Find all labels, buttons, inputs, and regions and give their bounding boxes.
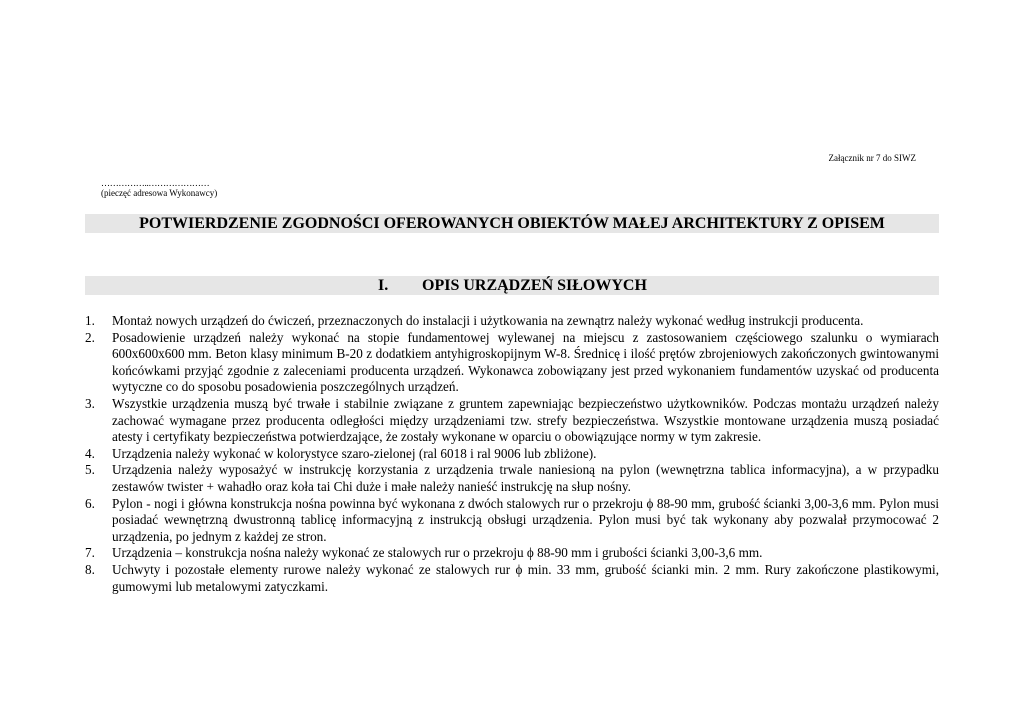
requirement-text: Pylon - nogi i główna konstrukcja nośna powinna być wykonana z dwóch stalowych rur o przekroju ϕ 88-90 mm, grubość ścianki 3,00-3,6 mm. Pylon musi posiadać wewnętrzną dwustronną tablicę informacyjną z instrukcją obsługi urządzenia. Pylon musi być tak wykonany aby pozwalał przymocować 2 urządzenia, po jednym z każdej ze stron. xyxy=(112,495,939,544)
requirement-item xyxy=(85,330,939,396)
requirement-item xyxy=(85,562,939,595)
requirement-item xyxy=(85,462,939,495)
stamp-caption: (pieczęć adresowa Wykonawcy) xyxy=(101,188,218,198)
requirement-item xyxy=(85,313,939,330)
requirement-text: Urządzenia należy wykonać w kolorystyce szaro-zielonej (ral 6018 i ral 9006 lub zbliżone). xyxy=(112,445,597,461)
requirement-number: 4. xyxy=(85,445,95,461)
stamp-placeholder-dots: ……………..………………… xyxy=(101,178,210,188)
requirements-list xyxy=(85,313,939,595)
requirement-text: Uchwyty i pozostałe elementy rurowe należy wykonać ze stalowych rur ϕ min. 33 mm, grubość ścianki min. 2 mm. Rury zakończone plastikowymi, gumowymi lub metalowymi zatyczkami. xyxy=(112,561,939,594)
requirement-number: 2. xyxy=(85,329,95,345)
requirement-text: Urządzenia – konstrukcja nośna należy wykonać ze stalowych rur o przekroju ϕ 88-90 mm i grubości ścianki 3,00-3,6 mm. xyxy=(112,545,763,561)
requirement-item xyxy=(85,545,939,562)
document-title: POTWIERDZENIE ZGODNOŚCI OFEROWANYCH OBIEKTÓW MAŁEJ ARCHITEKTURY Z OPISEM xyxy=(85,214,939,233)
requirement-number: 5. xyxy=(85,462,95,478)
requirement-number: 3. xyxy=(85,395,95,411)
requirement-number: 1. xyxy=(85,313,95,328)
requirement-item xyxy=(85,446,939,463)
attachment-note: Załącznik nr 7 do SIWZ xyxy=(828,153,916,163)
requirement-item xyxy=(85,396,939,446)
section-title: OPIS URZĄDZEŃ SIŁOWYCH xyxy=(422,277,647,294)
requirement-item xyxy=(85,496,939,546)
requirement-text: Urządzenia należy wyposażyć w instrukcję korzystania z urządzenia trwale naniesioną na pylon (wewnętrzna tablica informacyjna), a w przypadku zestawów twister + wahadło oraz koła tai Chi duże i małe należy nanieść instrukcję na słup nośny. xyxy=(112,462,939,494)
section-number: I. xyxy=(378,277,389,294)
contractor-stamp-block xyxy=(101,177,217,199)
requirement-text: Montaż nowych urządzeń do ćwiczeń, przeznaczonych do instalacji i użytkowania na zewnątrz należy wykonać według instrukcji producenta. xyxy=(112,313,864,328)
requirement-text: Wszystkie urządzenia muszą być trwałe i stabilnie związane z gruntem zapewniając bezpieczeństwo użytkowników. Podczas montażu urządzeń należy zachować wymagane przez producenta odległości między urządzeniami tzw. strefy bezpieczeństwa. Wszystkie montowane urządzenia muszą posiadać atesty i certyfikaty bezpieczeństwa potwierdzające, że zostały wykonane w oparciu o obowiązujące normy w tym zakresie. xyxy=(112,395,939,445)
section-heading xyxy=(85,276,939,295)
requirement-number: 7. xyxy=(85,545,95,561)
requirement-number: 6. xyxy=(85,495,95,511)
requirement-text: Posadowienie urządzeń należy wykonać na stopie fundamentowej wylewanej na miejscu z zastosowaniem częściowego szalunku o wymiarach 600x600x600 mm. Beton klasy minimum B-20 z dodatkiem antyhigroskopijnym W-8. Średnicę i ilość prętów zbrojeniowych zakończonych gwintowanymi końcówkami przyjąć zgodnie z zaleceniami producenta urządzeń. Wykonawca zobowiązany jest przed wykonaniem fundamentów uzyskać od producenta wytyczne co do sposobu posadowienia poszczególnych urządzeń. xyxy=(112,329,939,395)
requirement-number: 8. xyxy=(85,561,95,577)
